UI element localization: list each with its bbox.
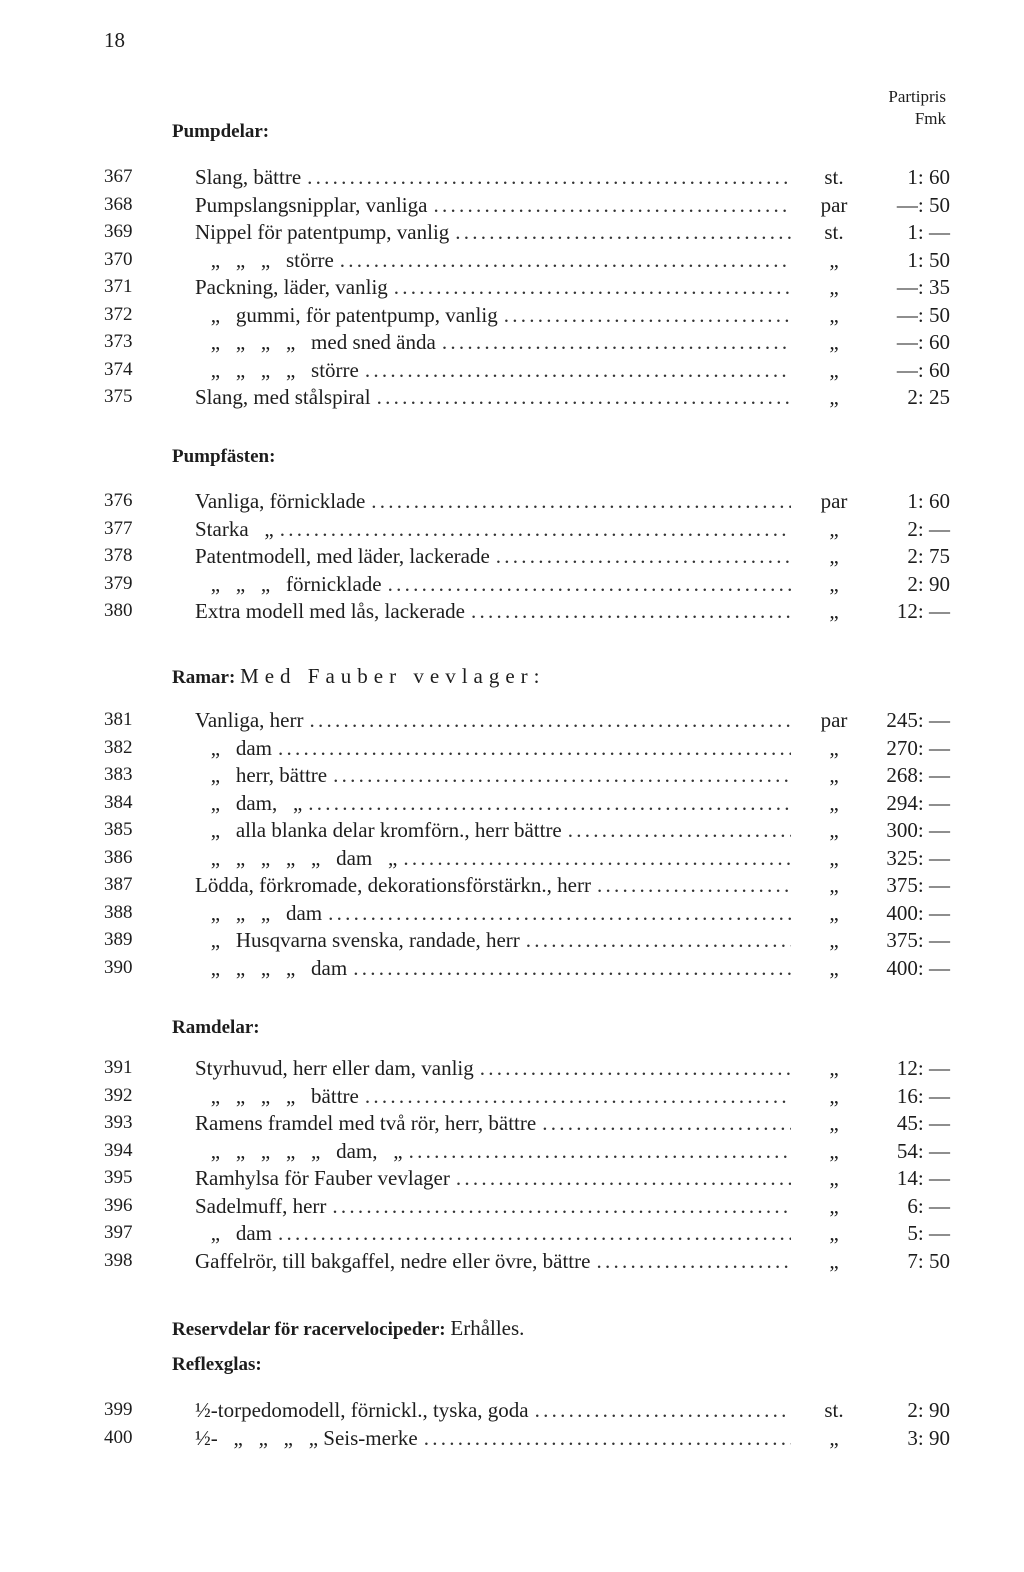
list-item — [0, 218, 1024, 246]
item-description: „ „ „ dam — [195, 900, 323, 925]
item-unit: „ — [829, 544, 839, 568]
item-price: 12: — — [896, 1056, 950, 1080]
item-number: 379 — [104, 572, 133, 594]
item-unit: par — [820, 192, 848, 217]
item-description: „ dam — [195, 1221, 272, 1245]
item-unit: „ — [829, 302, 839, 327]
item-description: Vanliga, förnicklade — [195, 489, 366, 513]
item-unit: „ — [829, 275, 839, 299]
item-description-wrap — [195, 1192, 791, 1220]
item-number: 368 — [104, 193, 133, 215]
item-unit: „ — [829, 599, 839, 623]
item-price: —: 50 — [896, 192, 950, 217]
dot-leader — [333, 761, 791, 789]
item-unit: „ — [829, 873, 839, 897]
item-description-wrap — [195, 761, 791, 789]
list-item — [0, 328, 1024, 356]
list-item — [0, 163, 1024, 191]
item-description-wrap — [195, 1109, 791, 1137]
item-description-wrap — [195, 1247, 791, 1275]
dot-leader — [504, 301, 791, 329]
dot-leader — [365, 1082, 791, 1110]
item-description: „ „ „ „ bättre — [195, 1083, 359, 1108]
item-number: 389 — [104, 929, 133, 950]
item-unit: „ — [829, 735, 839, 760]
item-description: Styrhuvud, herr eller dam, vanlig — [195, 1056, 474, 1080]
item-description: Sadelmuff, herr — [195, 1193, 327, 1218]
item-number: 395 — [104, 1167, 133, 1188]
item-price: 400: — — [886, 955, 950, 980]
item-number: 391 — [104, 1057, 133, 1078]
item-description: Vanliga, herr — [195, 708, 304, 732]
item-number: 394 — [104, 1139, 133, 1161]
list-item — [0, 542, 1024, 570]
item-number: 370 — [104, 248, 133, 270]
item-description-wrap — [195, 1082, 791, 1110]
item-description-wrap — [195, 1424, 791, 1452]
item-unit: par — [820, 489, 848, 513]
item-description-wrap — [195, 844, 791, 872]
item-price: 270: — — [886, 735, 950, 760]
dot-leader — [535, 1396, 791, 1424]
item-price: 5: — — [907, 1221, 950, 1245]
item-number: 388 — [104, 901, 133, 923]
list-item — [0, 246, 1024, 274]
item-number: 382 — [104, 736, 133, 758]
item-description: „ „ „ „ dam — [195, 955, 348, 980]
list-item — [0, 789, 1024, 817]
item-description-wrap — [195, 273, 791, 301]
item-description: Patentmodell, med läder, lackerade — [195, 544, 490, 568]
item-number: 371 — [104, 276, 133, 297]
item-description-wrap — [195, 1164, 791, 1192]
item-number: 380 — [104, 600, 133, 621]
item-number: 397 — [104, 1222, 133, 1243]
reservdelar-line — [172, 1316, 524, 1341]
item-description-wrap — [195, 301, 791, 329]
dot-leader — [388, 570, 791, 598]
item-description-wrap — [195, 570, 791, 598]
dot-leader — [526, 926, 791, 954]
item-price: 375: — — [886, 873, 950, 897]
item-price: 1: 60 — [907, 165, 950, 189]
item-unit: „ — [829, 357, 839, 382]
item-unit: par — [820, 708, 848, 732]
item-description-wrap — [195, 926, 791, 954]
list-item — [0, 1054, 1024, 1082]
page-number: 18 — [104, 28, 125, 52]
item-unit: „ — [829, 1425, 839, 1450]
item-description: Slang, bättre — [195, 165, 302, 189]
item-unit: „ — [829, 845, 839, 870]
list-item — [0, 1137, 1024, 1165]
item-number: 381 — [104, 709, 133, 730]
item-unit: „ — [829, 1083, 839, 1108]
item-price: 268: — — [886, 763, 950, 787]
item-description: Pumpslangsnipplar, vanliga — [195, 192, 428, 217]
list-item — [0, 1109, 1024, 1137]
dot-leader — [542, 1109, 791, 1137]
section-title-reflexglas: Reflexglas: — [172, 1354, 262, 1375]
item-description: Ramens framdel med två rör, herr, bättre — [195, 1111, 537, 1135]
item-unit: st. — [824, 220, 844, 244]
item-description-wrap — [195, 328, 791, 356]
item-unit: „ — [829, 955, 839, 980]
item-description: „ „ „ „ större — [195, 357, 359, 382]
item-number: 373 — [104, 331, 133, 352]
item-price: 2: 90 — [907, 571, 950, 596]
item-description: „ „ „ större — [195, 247, 334, 272]
item-description: „ „ „ „ „ dam „ — [195, 845, 398, 870]
item-number: 396 — [104, 1194, 133, 1216]
item-price: —: 60 — [896, 357, 950, 382]
item-number: 399 — [104, 1399, 133, 1420]
list-item — [0, 899, 1024, 927]
price-column-header — [888, 86, 946, 130]
item-description-wrap — [195, 542, 791, 570]
item-unit: „ — [829, 928, 839, 952]
dot-leader — [596, 1247, 791, 1275]
item-description-wrap — [195, 816, 791, 844]
item-number: 387 — [104, 874, 133, 895]
item-unit: „ — [829, 763, 839, 787]
item-description-wrap — [195, 734, 791, 762]
item-number: 390 — [104, 956, 133, 978]
item-description: „ gummi, för patentpump, vanlig — [195, 302, 498, 327]
item-price: 14: — — [896, 1166, 950, 1190]
item-description: Slang, med stålspiral — [195, 385, 371, 409]
item-price: 300: — — [886, 818, 950, 842]
item-unit: „ — [829, 247, 839, 272]
list-item — [0, 191, 1024, 219]
list-item — [0, 1192, 1024, 1220]
item-price: —: 35 — [896, 275, 950, 299]
list-item — [0, 1082, 1024, 1110]
dot-leader — [309, 706, 791, 734]
item-description-wrap — [195, 789, 791, 817]
item-description: ½- „ „ „ „ Seis-merke — [195, 1425, 418, 1450]
item-unit: „ — [829, 571, 839, 596]
item-description: Nippel för patentpump, vanlig — [195, 220, 450, 244]
item-description-wrap — [195, 954, 791, 982]
section-title-pumpdelar: Pumpdelar: — [172, 121, 270, 142]
item-number: 372 — [104, 303, 133, 325]
item-description: „ dam — [195, 735, 272, 760]
item-number: 398 — [104, 1249, 133, 1271]
reservdelar-label: Reservdelar för racervelocipeder: — [172, 1319, 446, 1340]
item-number: 400 — [104, 1426, 133, 1448]
item-description: Extra modell med lås, lackerade — [195, 599, 465, 623]
dot-leader — [496, 542, 791, 570]
item-unit: „ — [829, 1221, 839, 1245]
list-item — [0, 1396, 1024, 1424]
dot-leader — [328, 899, 791, 927]
item-number: 393 — [104, 1112, 133, 1133]
list-item — [0, 570, 1024, 598]
list-item — [0, 1247, 1024, 1275]
item-price: 16: — — [896, 1083, 950, 1108]
dot-leader — [308, 789, 791, 817]
list-item — [0, 761, 1024, 789]
item-description: „ alla blanka delar kromförn., herr bättre — [195, 818, 562, 842]
list-item — [0, 954, 1024, 982]
item-number: 367 — [104, 166, 133, 187]
list-item — [0, 1424, 1024, 1452]
item-price: 245: — — [886, 708, 950, 732]
ramar-label: Ramar: — [172, 667, 236, 688]
item-price: 1: 60 — [907, 489, 950, 513]
list-item — [0, 816, 1024, 844]
item-unit: „ — [829, 385, 839, 409]
list-item — [0, 356, 1024, 384]
dot-leader — [442, 328, 791, 356]
item-description-wrap — [195, 246, 791, 274]
item-number: 383 — [104, 764, 133, 785]
item-unit: „ — [829, 1166, 839, 1190]
dot-leader — [597, 871, 791, 899]
item-price: —: 50 — [896, 302, 950, 327]
list-item — [0, 487, 1024, 515]
item-number: 386 — [104, 846, 133, 868]
list-item — [0, 273, 1024, 301]
item-price: 2: 25 — [907, 385, 950, 409]
item-price: 45: — — [896, 1111, 950, 1135]
reservdelar-value: Erhålles. — [450, 1316, 525, 1340]
item-number: 369 — [104, 221, 133, 242]
item-price: 54: — — [896, 1138, 950, 1163]
list-item — [0, 706, 1024, 734]
price-header-line1: Partipris — [888, 87, 946, 106]
item-description-wrap — [195, 1054, 791, 1082]
list-item — [0, 1219, 1024, 1247]
list-item — [0, 1164, 1024, 1192]
item-description: Gaffelrör, till bakgaffel, nedre eller övre, bättre — [195, 1248, 591, 1273]
item-price: 2: 75 — [907, 544, 950, 568]
dot-leader — [278, 734, 791, 762]
list-item — [0, 734, 1024, 762]
item-price: 1: 50 — [907, 247, 950, 272]
item-number: 377 — [104, 517, 133, 539]
item-unit: „ — [829, 330, 839, 354]
dot-leader — [480, 1054, 791, 1082]
item-description-wrap — [195, 163, 791, 191]
item-description-wrap — [195, 356, 791, 384]
dot-leader — [424, 1424, 791, 1452]
item-unit: „ — [829, 818, 839, 842]
item-description-wrap — [195, 1219, 791, 1247]
item-description-wrap — [195, 383, 791, 411]
item-price: 1: — — [907, 220, 950, 244]
item-description-wrap — [195, 1137, 791, 1165]
list-item — [0, 926, 1024, 954]
list-item — [0, 301, 1024, 329]
list-item — [0, 871, 1024, 899]
dot-leader — [456, 1164, 791, 1192]
item-description: Ramhylsa för Fauber vevlager — [195, 1166, 450, 1190]
item-unit: „ — [829, 1056, 839, 1080]
item-number: 375 — [104, 386, 133, 407]
item-description: „ Husqvarna svenska, randade, herr — [195, 928, 520, 952]
item-description: Lödda, förkromade, dekorationsförstärkn., herr — [195, 873, 591, 897]
item-unit: st. — [824, 1398, 844, 1422]
item-description-wrap — [195, 597, 791, 625]
item-description-wrap — [195, 871, 791, 899]
dot-leader — [433, 191, 791, 219]
dot-leader — [365, 356, 791, 384]
dot-leader — [403, 844, 791, 872]
item-description-wrap — [195, 515, 791, 543]
item-description-wrap — [195, 487, 791, 515]
item-price: —: 60 — [896, 330, 950, 354]
item-unit: „ — [829, 1111, 839, 1135]
item-price: 6: — — [907, 1193, 950, 1218]
item-unit: st. — [824, 165, 844, 189]
item-number: 384 — [104, 791, 133, 813]
item-price: 294: — — [886, 790, 950, 815]
list-item — [0, 844, 1024, 872]
item-unit: „ — [829, 516, 839, 541]
dot-leader — [568, 816, 791, 844]
dot-leader — [409, 1137, 791, 1165]
item-number: 392 — [104, 1084, 133, 1106]
item-description-wrap — [195, 1396, 791, 1424]
item-description: „ dam, „ — [195, 790, 303, 815]
dot-leader — [394, 273, 791, 301]
dot-leader — [371, 487, 791, 515]
item-description: Packning, läder, vanlig — [195, 275, 388, 299]
dot-leader — [280, 515, 791, 543]
section-title-ramdelar: Ramdelar: — [172, 1017, 260, 1038]
item-unit: „ — [829, 790, 839, 815]
dot-leader — [332, 1192, 791, 1220]
item-description-wrap — [195, 899, 791, 927]
item-description-wrap — [195, 191, 791, 219]
item-unit: „ — [829, 900, 839, 925]
item-description: „ herr, bättre — [195, 763, 328, 787]
item-unit: „ — [829, 1138, 839, 1163]
item-description: Starka „ — [195, 516, 274, 541]
item-description: ½-torpedomodell, förnickl., tyska, goda — [195, 1398, 529, 1422]
item-description-wrap — [195, 218, 791, 246]
list-item — [0, 383, 1024, 411]
item-unit: „ — [829, 1248, 839, 1273]
section-title-pumpfasten: Pumpfästen: — [172, 446, 276, 467]
item-description: „ „ „ förnicklade — [195, 571, 382, 596]
section-title-ramar — [172, 664, 546, 689]
item-description: „ „ „ „ med sned ända — [195, 330, 436, 354]
list-item — [0, 597, 1024, 625]
dot-leader — [455, 218, 791, 246]
item-price: 12: — — [896, 599, 950, 623]
price-header-line2: Fmk — [914, 109, 946, 128]
dot-leader — [307, 163, 791, 191]
item-price: 375: — — [886, 928, 950, 952]
dot-leader — [340, 246, 791, 274]
list-item — [0, 515, 1024, 543]
dot-leader — [377, 383, 791, 411]
item-price: 325: — — [886, 845, 950, 870]
item-price: 7: 50 — [907, 1248, 950, 1273]
item-description: „ „ „ „ „ dam, „ — [195, 1138, 403, 1163]
item-number: 385 — [104, 819, 133, 840]
item-unit: „ — [829, 1193, 839, 1218]
item-description-wrap — [195, 706, 791, 734]
item-number: 374 — [104, 358, 133, 380]
item-price: 2: 90 — [907, 1398, 950, 1422]
dot-leader — [278, 1219, 791, 1247]
dot-leader — [471, 597, 791, 625]
item-price: 3: 90 — [907, 1425, 950, 1450]
item-number: 376 — [104, 490, 133, 511]
item-price: 400: — — [886, 900, 950, 925]
item-number: 378 — [104, 545, 133, 566]
dot-leader — [353, 954, 791, 982]
ramar-subtitle: Med Fauber vevlager: — [240, 664, 546, 688]
item-price: 2: — — [907, 516, 950, 541]
